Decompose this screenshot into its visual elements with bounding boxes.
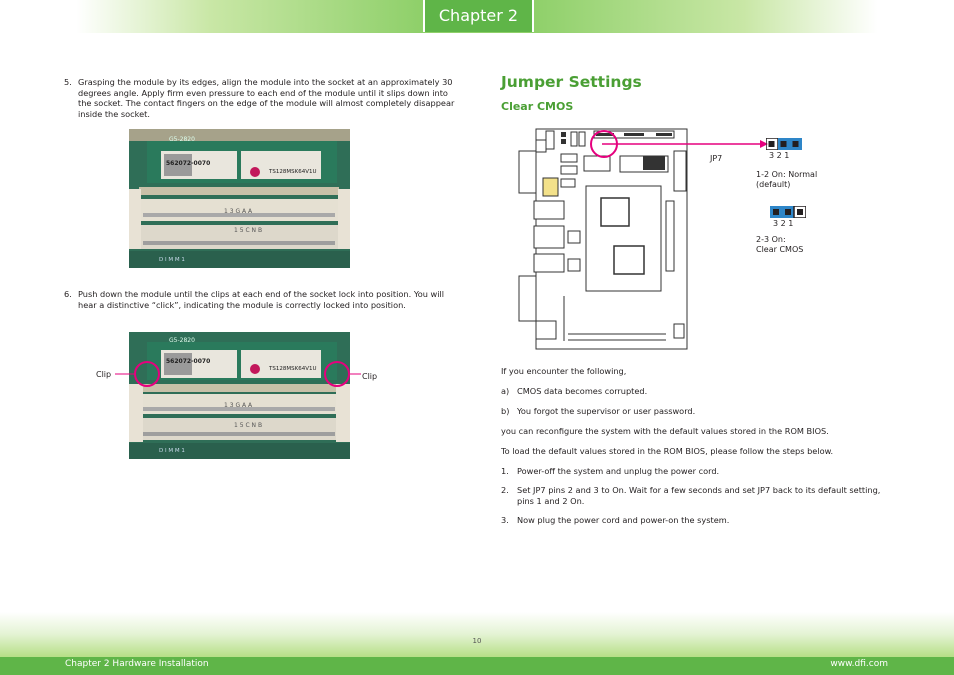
clear-step-3-text: Now plug the power cord and power-on the system. <box>517 515 730 525</box>
clip-label-right: Clip <box>362 372 378 381</box>
condition-b-label: b) <box>501 406 510 416</box>
step-5-line: the socket. The contact fingers on the edge of the module will almost completely disappear <box>78 98 455 108</box>
module-brand-label: TS128MSK64V1U <box>269 366 317 372</box>
slot-label-b: 1 5 C N B <box>234 227 263 234</box>
chapter-tab: Chapter 2 <box>423 0 534 32</box>
step-5-line: inside the socket. <box>78 108 150 119</box>
condition-b-text: You forgot the supervisor or user password. <box>517 406 696 416</box>
step-5-text <box>78 77 454 119</box>
jumper-2-3-on-icon <box>770 206 806 218</box>
jp7-callout-arrow <box>600 139 770 159</box>
step-6-line: hear a distinctive “click”, indicating the module is correctly locked into position. <box>78 299 406 310</box>
step-5-line: degrees angle. Apply firm even pressure to each end of the module until it slips down into <box>78 87 448 98</box>
jumper-2-pins: 3 2 1 <box>773 219 794 228</box>
module-part-number: 562072-0070 <box>166 358 211 365</box>
para-reconfigure: you can reconfigure the system with the default values stored in the ROM BIOS. <box>501 426 829 436</box>
dimm-install-photo-locked <box>129 332 350 459</box>
step-5-number: 5. <box>64 77 72 87</box>
jumper-1-desc: 1-2 On: Normal <box>756 170 818 179</box>
intro-text: If you encounter the following, <box>501 366 627 376</box>
dimm-photo-2-illustration <box>129 332 350 459</box>
clip-callouts <box>115 355 365 395</box>
footer-chapter-title: Chapter 2 Hardware Installation <box>65 659 209 669</box>
clear-step-1-number: 1. <box>501 466 509 476</box>
step-6-line: Push down the module until the clips at each end of the socket lock into position. You will <box>78 289 445 299</box>
slot-label-a: 1 3 G A A <box>224 208 253 215</box>
jumper-2-desc: 2-3 On: <box>756 235 786 244</box>
dimm-photo-1-illustration <box>129 129 350 268</box>
dimm-install-photo-angle <box>129 129 350 268</box>
condition-a-label: a) <box>501 386 510 396</box>
motherboard-diagram <box>516 126 691 351</box>
jumper-2-clear: Clear CMOS <box>756 245 804 254</box>
board-label: G5-2820 <box>169 337 195 344</box>
clear-step-2-line: Set JP7 pins 2 and 3 to On. Wait for a few seconds and set JP7 back to its default setting, <box>517 485 881 495</box>
step-5-line: Grasping the module by its edges, align the module into the socket at an approximately 30 <box>78 77 453 87</box>
step-6-text <box>78 289 444 310</box>
jumper-1-pins: 3 2 1 <box>769 151 790 160</box>
clear-step-2-number: 2. <box>501 485 509 495</box>
clear-step-1-text: Power-off the system and unplug the power cord. <box>517 466 720 476</box>
jumper-1-2-on-icon <box>766 138 802 150</box>
slot-label-b: 1 5 C N B <box>234 422 263 429</box>
condition-a-text: CMOS data becomes corrupted. <box>517 386 648 396</box>
clear-step-2-line: pins 1 and 2 On. <box>517 495 585 506</box>
subsection-title: Clear CMOS <box>501 100 574 113</box>
module-part-number: 562072-0070 <box>166 160 211 167</box>
clear-step-3-number: 3. <box>501 515 509 525</box>
slot-label-a: 1 3 G A A <box>224 402 253 409</box>
jumper-1-default: (default) <box>756 180 791 189</box>
footer-bar <box>0 657 954 675</box>
clear-step-2-text <box>517 485 897 506</box>
page-number: 10 <box>472 637 482 645</box>
clip-label-left: Clip <box>96 370 112 379</box>
jp7-label: JP7 <box>710 154 723 163</box>
para-load-defaults: To load the default values stored in the ROM BIOS, please follow the steps below. <box>501 446 834 456</box>
module-brand-label: TS128MSK64V1U <box>269 169 317 175</box>
dimm-label: D I M M 1 <box>159 257 185 263</box>
dimm-label: D I M M 1 <box>159 448 185 454</box>
section-title: Jumper Settings <box>501 73 642 91</box>
footer-website-link[interactable]: www.dfi.com <box>830 659 888 669</box>
step-6-number: 6. <box>64 289 72 299</box>
board-label: G5-2820 <box>169 136 195 143</box>
